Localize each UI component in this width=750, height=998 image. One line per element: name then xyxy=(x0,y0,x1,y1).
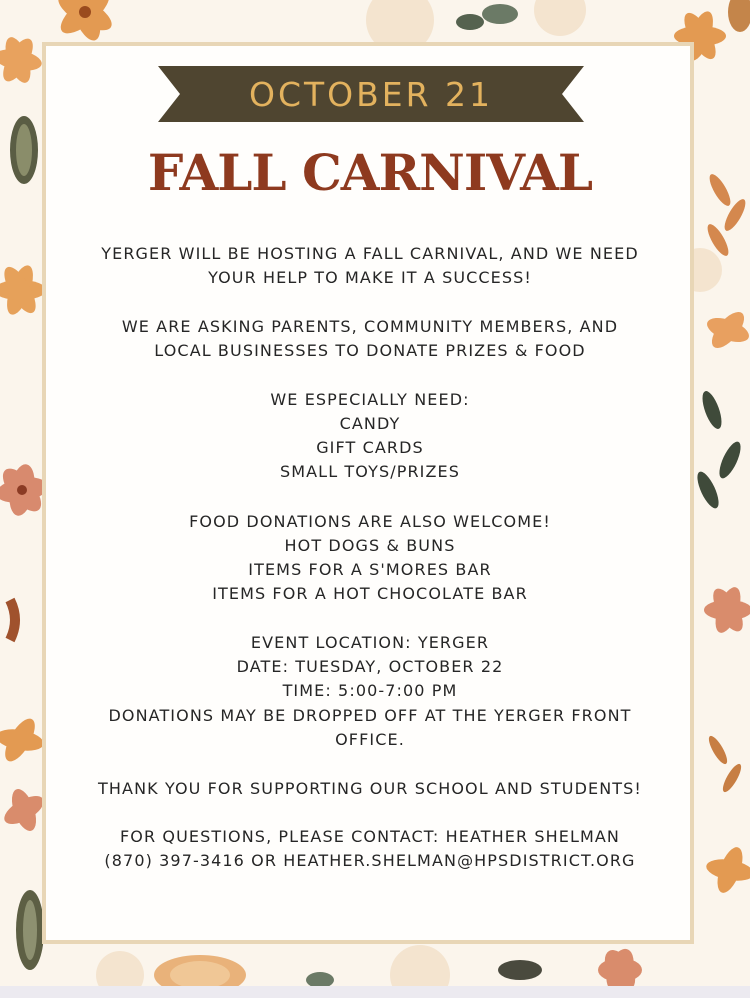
food-heading: FOOD DONATIONS ARE ALSO WELCOME! xyxy=(189,512,551,531)
food-item: ITEMS FOR A S'MORES BAR xyxy=(248,560,492,579)
intro-line-1: YERGER WILL BE HOSTING A FALL CARNIVAL, AND WE NEED xyxy=(101,244,639,263)
needs-heading: WE ESPECIALLY NEED: xyxy=(270,390,470,409)
event-time: TIME: 5:00-7:00 PM xyxy=(282,681,458,700)
event-location: EVENT LOCATION: YERGER xyxy=(250,633,490,652)
food-item: HOT DOGS & BUNS xyxy=(284,536,456,555)
contact-line-2: (870) 397-3416 OR HEATHER.SHELMAN@HPSDISTRICT.ORG xyxy=(104,851,636,870)
event-date-banner: OCTOBER 21 xyxy=(248,75,494,114)
bottom-strip xyxy=(0,986,750,998)
needs-item: SMALL TOYS/PRIZES xyxy=(279,462,461,481)
ask-line-1: WE ARE ASKING PARENTS, COMMUNITY MEMBERS, AND xyxy=(121,317,619,336)
intro-line-2: YOUR HELP TO MAKE IT A SUCCESS! xyxy=(208,268,532,287)
dropoff-line-2: OFFICE. xyxy=(335,730,405,749)
contact-line-1: FOR QUESTIONS, PLEASE CONTACT: HEATHER SHELMAN xyxy=(119,827,620,846)
food-item: ITEMS FOR A HOT CHOCOLATE BAR xyxy=(212,584,528,603)
page-title: FALL CARNIVAL xyxy=(147,143,593,202)
dropoff-line-1: DONATIONS MAY BE DROPPED OFF AT THE YERGER FRONT xyxy=(108,706,632,725)
needs-item: GIFT CARDS xyxy=(316,438,424,457)
thanks-line: THANK YOU FOR SUPPORTING OUR SCHOOL AND STUDENTS! xyxy=(98,779,642,798)
orange-flower-icon xyxy=(53,0,117,44)
needs-item: CANDY xyxy=(339,414,401,433)
event-date: DATE: TUESDAY, OCTOBER 22 xyxy=(236,657,504,676)
ask-line-2: LOCAL BUSINESSES TO DONATE PRIZES & FOOD xyxy=(154,341,586,360)
